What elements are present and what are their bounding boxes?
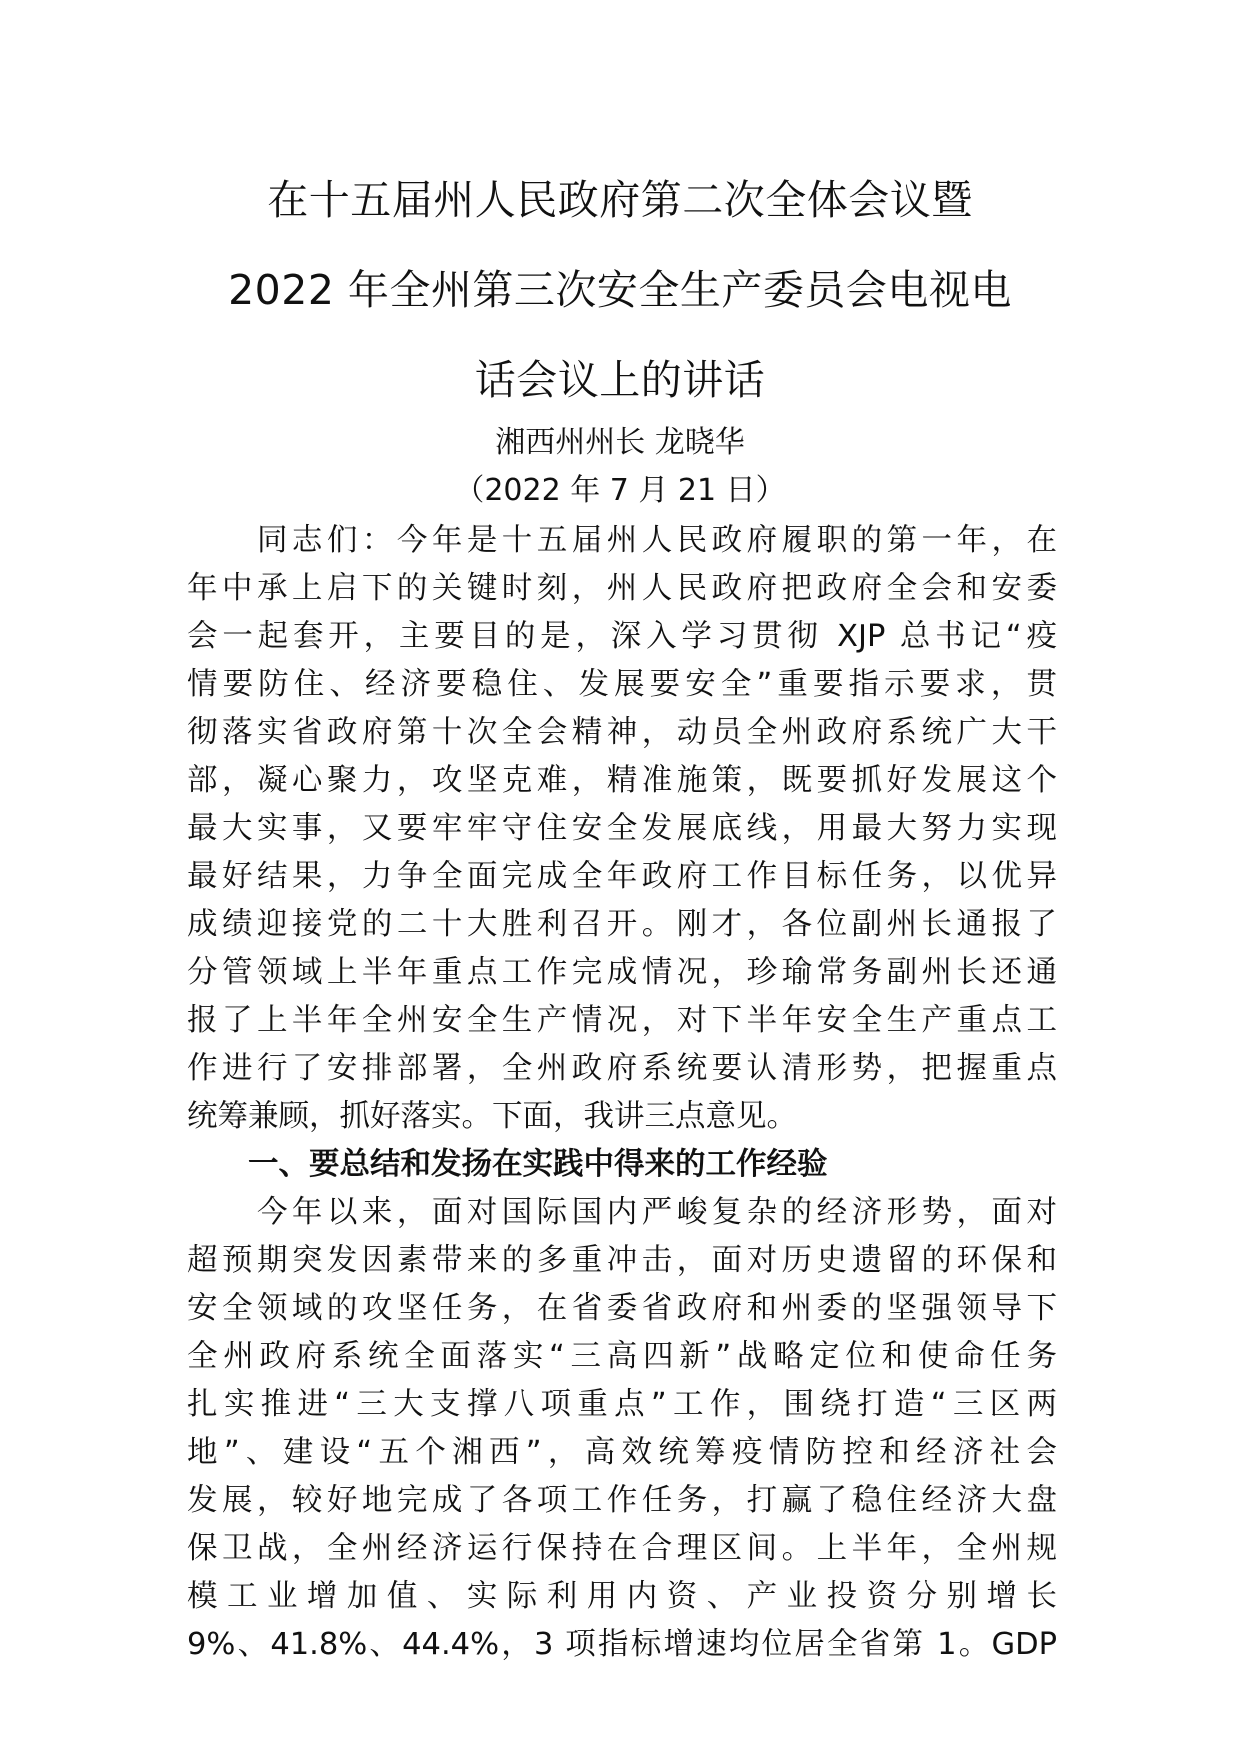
- body-line: 地”、建设“五个湘西”，高效统筹疫情防控和经济社会: [187, 1435, 1057, 1470]
- title-line-2: 2022 年全州第三次安全生产委员会电视电: [228, 266, 1012, 314]
- body-line: 9%、41.8%、44.4%，3 项指标增速均位居全省第 1。GDP: [187, 1627, 1057, 1662]
- body-line: 作进行了安排部署，全州政府系统要认清形势，把握重点: [187, 1051, 1057, 1086]
- body-line: 彻落实省政府第十次全会精神，动员全州政府系统广大干: [187, 715, 1057, 750]
- body-line: 年中承上启下的关键时刻，州人民政府把政府全会和安委: [187, 571, 1057, 606]
- body-line: 发展，较好地完成了各项工作任务，打赢了稳住经济大盘: [187, 1483, 1057, 1518]
- body-line: 成绩迎接党的二十大胜利召开。刚才，各位副州长通报了: [187, 907, 1057, 942]
- body-line: 同志们：今年是十五届州人民政府履职的第一年，在: [187, 523, 1057, 558]
- body-line: 情要防住、经济要稳住、发展要安全”重要指示要求，贯: [187, 667, 1057, 702]
- body-line: 部，凝心聚力，攻坚克难，精准施策，既要抓好发展这个: [187, 763, 1057, 798]
- body-line: 统筹兼顾，抓好落实。下面，我讲三点意见。: [187, 1099, 797, 1134]
- title-line-3: 话会议上的讲话: [474, 356, 766, 404]
- body-line: 超预期突发因素带来的多重冲击，面对历史遗留的环保和: [187, 1243, 1057, 1278]
- body-line: 最大实事，又要牢牢守住安全发展底线，用最大努力实现: [187, 811, 1057, 846]
- body-line: 全州政府系统全面落实“三高四新”战略定位和使命任务: [187, 1339, 1057, 1374]
- body-line: 扎实推进“三大支撑八项重点”工作，围绕打造“三区两: [187, 1387, 1057, 1422]
- body-line: 分管领域上半年重点工作完成情况，珍瑜常务副州长还通: [187, 955, 1057, 990]
- document-title: [150, 155, 1090, 425]
- title-line-1: 在十五届州人民政府第二次全体会议暨: [267, 176, 973, 224]
- speech-date: （2022 年 7 月 21 日）: [454, 473, 786, 508]
- body-line: 会一起套开，主要目的是，深入学习贯彻 XJP 总书记“疫: [187, 619, 1057, 654]
- body-line: 模工业增加值、实际利用内资、产业投资分别增长: [187, 1579, 1057, 1614]
- speaker-byline: 湘西州州长 龙晓华: [495, 425, 745, 460]
- body-line: 今年以来，面对国际国内严峻复杂的经济形势，面对: [187, 1195, 1057, 1230]
- body-line: 报了上半年全州安全生产情况，对下半年安全生产重点工: [187, 1003, 1057, 1038]
- body-line: 最好结果，力争全面完成全年政府工作目标任务，以优异: [187, 859, 1057, 894]
- body-line: 安全领域的攻坚任务，在省委省政府和州委的坚强领导下: [187, 1291, 1057, 1326]
- speech-body: [187, 517, 1057, 1669]
- body-line: 保卫战，全州经济运行保持在合理区间。上半年，全州规: [187, 1531, 1057, 1566]
- section-heading: 一、要总结和发扬在实践中得来的工作经验: [187, 1147, 828, 1182]
